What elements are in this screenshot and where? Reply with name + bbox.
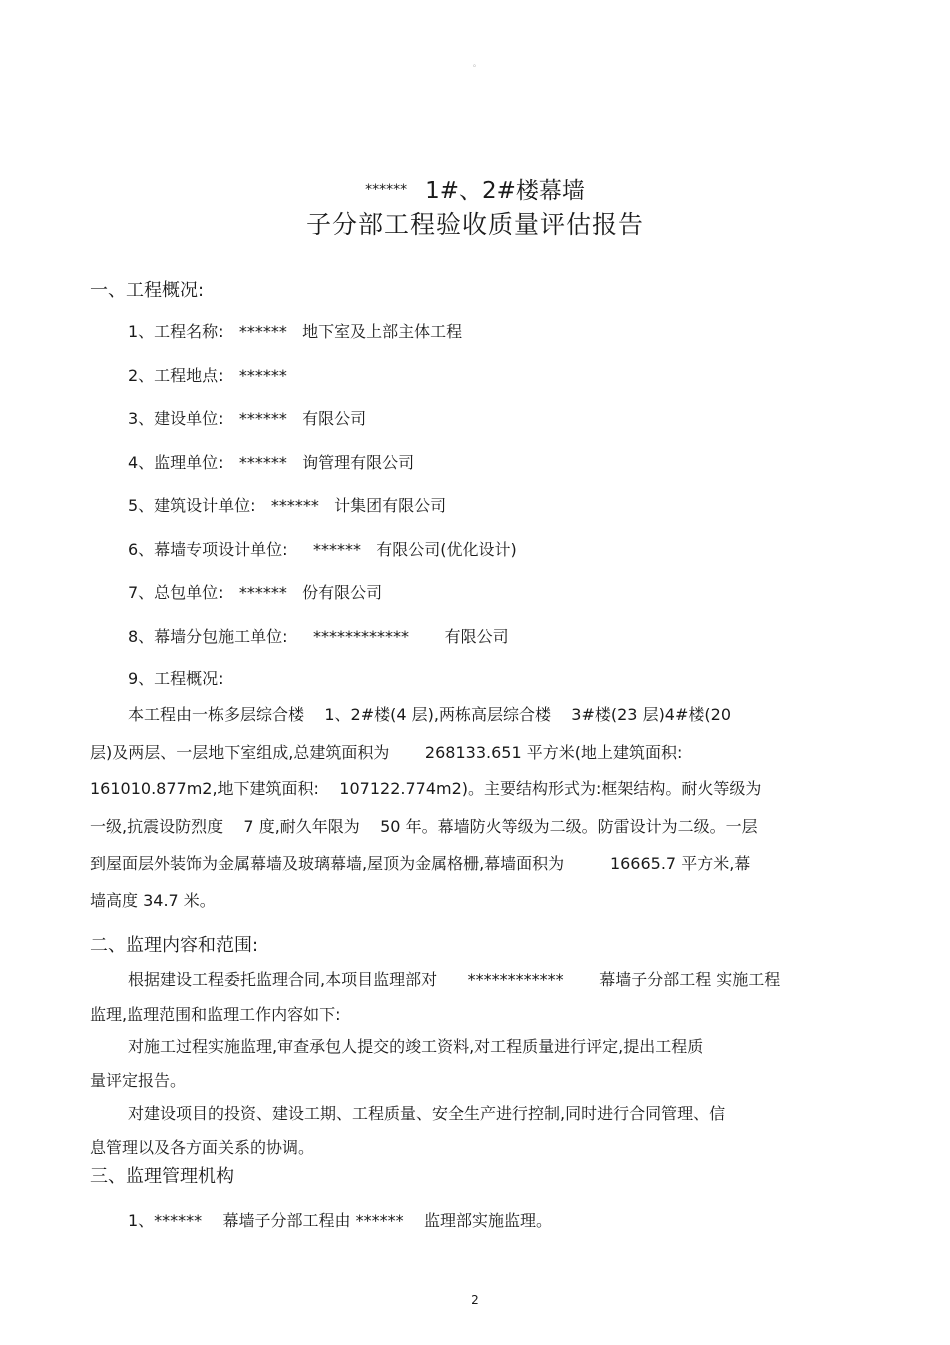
item-client: 3、建设单位: ****** 有限公司	[128, 409, 367, 428]
overview-line: 墙高度 34.7 米。	[90, 891, 216, 910]
item-subcontractor: 8、幕墙分包施工单位: ************ 有限公司	[128, 627, 509, 646]
overview-line: 本工程由一栋多层综合楼 1、2#楼(4 层),两栋高层综合楼 3#楼(23 层)4#楼(20	[128, 705, 731, 724]
scope-line: 根据建设工程委托监理合同,本项目监理部对 ************ 幕墙子分部工程 实施工程	[128, 970, 781, 989]
page-number: 2	[471, 1293, 479, 1307]
item-supervisor: 4、监理单位: ****** 询管理有限公司	[128, 453, 415, 472]
page-marker: 。	[473, 59, 481, 68]
scope-line: 监理,监理范围和监理工作内容如下:	[90, 1005, 341, 1024]
scope-line: 息管理以及各方面关系的协调。	[90, 1138, 315, 1157]
item-project-location: 2、工程地点: ******	[128, 366, 287, 385]
report-title-line2: 子分部工程验收质量评估报告	[305, 210, 644, 239]
item-project-name: 1、工程名称: ****** 地下室及上部主体工程	[128, 322, 463, 341]
title-masked-name: ******	[365, 182, 408, 198]
overview-line: 161010.877m2,地下建筑面积: 107122.774m2)。主要结构形式为:框架结构。耐火等级为	[90, 779, 762, 798]
title-building: 1#、2#楼幕墙	[425, 178, 585, 204]
section3-heading: 三、监理管理机构	[90, 1166, 234, 1187]
item-overview-label: 9、工程概况:	[128, 669, 224, 688]
item-curtain-wall-designer: 6、幕墙专项设计单位: ****** 有限公司(优化设计)	[128, 540, 517, 559]
org-item: 1、****** 幕墙子分部工程由 ****** 监理部实施监理。	[128, 1211, 552, 1230]
item-architect: 5、建筑设计单位: ****** 计集团有限公司	[128, 496, 447, 515]
scope-line: 量评定报告。	[90, 1071, 187, 1090]
section2-heading: 二、监理内容和范围:	[90, 935, 259, 956]
overview-line: 一级,抗震设防烈度 7 度,耐久年限为 50 年。幕墙防火等级为二级。防雷设计为二级。一层	[90, 817, 758, 836]
scope-line: 对建设项目的投资、建设工期、工程质量、安全生产进行控制,同时进行合同管理、信	[128, 1104, 726, 1123]
overview-line: 层)及两层、一层地下室组成,总建筑面积为 268133.651 平方米(地上建筑面积:	[90, 743, 683, 762]
report-title-line1	[0, 172, 950, 205]
scope-line: 对施工过程实施监理,审查承包人提交的竣工资料,对工程质量进行评定,提出工程质	[128, 1037, 704, 1056]
overview-line: 到屋面层外装饰为金属幕墙及玻璃幕墙,屋顶为金属格栅,幕墙面积为 16665.7 平方米,幕	[90, 854, 751, 873]
item-general-contractor: 7、总包单位: ****** 份有限公司	[128, 583, 383, 602]
section1-heading: 一、工程概况:	[90, 280, 205, 301]
